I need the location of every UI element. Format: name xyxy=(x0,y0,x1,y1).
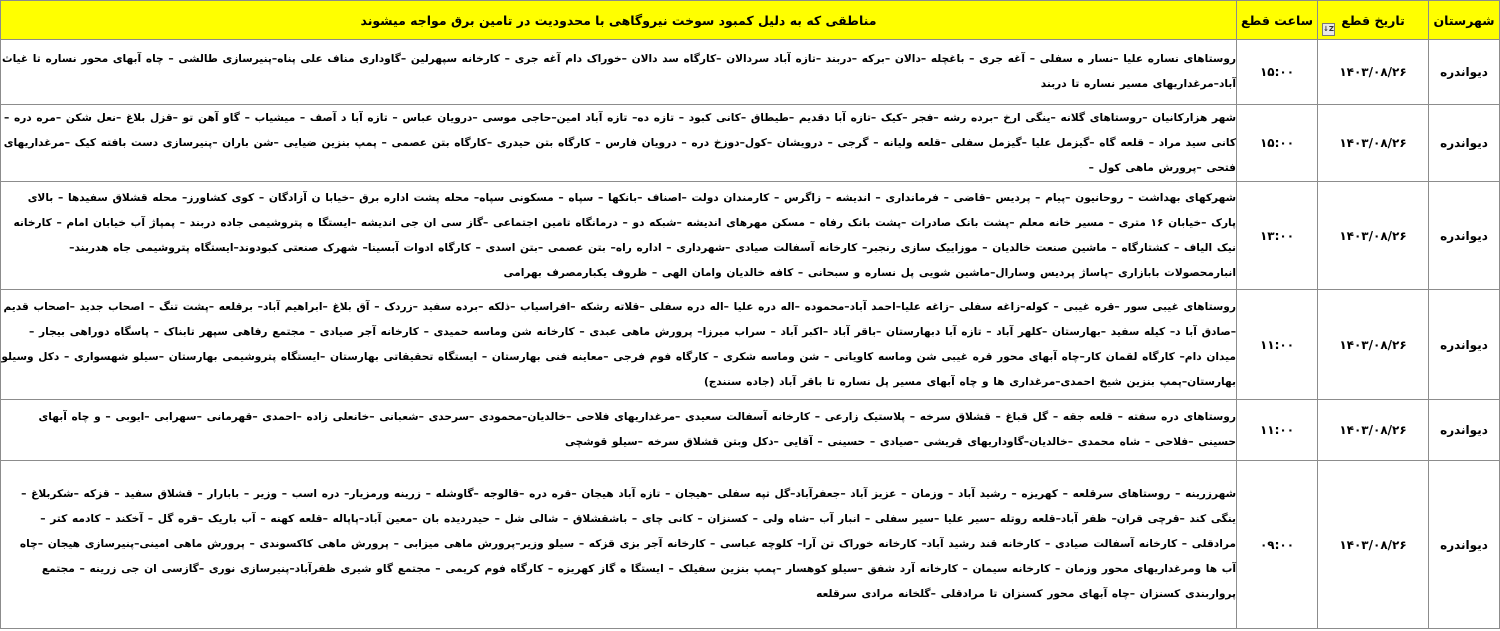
areas-text: روستاهای دره سفته – قلعه جقه – گل قباغ – قشلاق سرخه – پلاستیک زارعی – کارخانه آسفالت سعیدی –مرغداریهای فلاحی –خالدیان–محمودی –سرحدی –شعبانی –خانعلی زاده –احمدی –قهرمانی –سهرابی –ایوبی – و چاه آبهای حسینی –فلاحی – شاه محمدی –خالدیان–گاوداریهای قریشی –صیادی – حسینی – آقایی –دکل وبتن قشلاق سرخه –سیلو قوشچی xyxy=(38,411,1236,448)
areas-text: روستاهای نساره علیا –نسار ه سفلی – آغه جری – باغچله –دالان –برکه –دربند –تازه آباد سردالان –کارگاه سد دالان –خوراک دام آغه جری – کارخانه سپهرلین –گاوداری مناف علی پناه–پنیرسازی طالشی – چاه آبهای محور نساره تا غیاث آباد–مرغداریهای مسیر نساره تا دربند xyxy=(1,53,1236,90)
date-cell[interactable]: ۱۴۰۳/۰۸/۲۶ xyxy=(1318,105,1429,182)
outage-table-body xyxy=(1,1,1500,629)
header-date[interactable] xyxy=(1318,1,1429,40)
time-cell[interactable]: ۱۱:۰۰ xyxy=(1237,400,1318,461)
city-cell[interactable]: دیواندره xyxy=(1429,461,1500,629)
city-cell[interactable]: دیواندره xyxy=(1429,290,1500,400)
city-cell[interactable]: دیواندره xyxy=(1429,182,1500,290)
table-row xyxy=(1,105,1500,182)
areas-cell[interactable] xyxy=(1,182,1237,290)
time-cell[interactable]: ۱۵:۰۰ xyxy=(1237,40,1318,105)
header-time[interactable]: ساعت قطع xyxy=(1237,1,1318,40)
time-cell[interactable]: ۱۱:۰۰ xyxy=(1237,290,1318,400)
date-cell[interactable]: ۱۴۰۳/۰۸/۲۶ xyxy=(1318,461,1429,629)
sort-filter-icon[interactable]: Z↓ xyxy=(1322,23,1335,36)
areas-text: شهرزرینه – روستاهای سرقلعه – کهریزه – رشید آباد – وزمان – عزیز آباد –جعفرآباد–گل تپه سفلی –هیجان – تازه آباد هیجان –قره دره –قالوجه –گاوشله – زرینه ورمزیار– دره اسب – وزیر – بابارار – قشلاق سفید – قزکه –شکربلاغ –ینگی کند –قرچی قران– ظفر آباد–قلعه روتله –سیر علیا –سیر سفلی – انبار آب –شاه ولی – کسنزان – کانی چای – باشقشلاق – شالی شل – حیدردیده بان –معین آباد–پاپاله –قلعه کهنه – آب باریک –قره گل – آخکند – کادمه کتر – مرادقلی – کارخانه آسفالت صیادی – کارخانه قند رشید آباد– کارخانه خوراک تن آرا– کلوچه عباسی – کارخانه آجر بزی قزکه – سیلو وزیر–پرورش ماهی میزابی – پرورش ماهی کاکسوندی – پرورش ماهی امینی–پنیرسازی هیجان –چاه آب ها ومرغداریهای محور وزمان – کارخانه سیمان – کارخانه آرد شفق –سیلو کوهسار –پمپ بنزین سفیلک – ایستگا ه گاز کهریزه – کارگاه فوم کریمی – مجتمع گاو شیری ظفرآباد–پنیرسازی نوری –گازسی ان جی زرینه – مجتمع پرواربندی کسنزان –چاه آبهای محور کسنزان تا مرادقلی –گلخانه مرادی سرقلعه xyxy=(19,488,1236,600)
time-cell[interactable]: ۰۹:۰۰ xyxy=(1237,461,1318,629)
areas-text: روستاهای غیبی سور –قره غیبی – کوله–زاغه سفلی –زاغه علیا–احمد آباد–محموده –اله دره علیا –اله دره سفلی –قلاته رشکه –افراسیاب –ذلکه –برده سفید –زردک – آق بلاغ –ابراهیم آباد– برقلعه –پشت تنگ – اصحاب جدید –اصحاب قدیم –صادق آبا د– کیله سفید –بهارستان –کلهر آباد – تازه آبا دبهارستان –باقر آباد –اکبر آباد – سراب میرزا– پرورش ماهی عبدی – کارخانه شن وماسه حمیدی – کارخانه آجر صیادی – مجتمع رفاهی سپهر تابناک – پاسگاه دوراهی بیجار –میدان دام– کارگاه لقمان کار–چاه آبهای محور قره غیبی شن وماسه کاویانی – شن وماسه شکری – کارگاه فوم فرجی –معاینه فنی بهارستان – ایستگاه تحقیقاتی بهارستان –ایستگاه پتروشیمی بهارستان –سیلو شهسواری – دکل وسیلو بهارستان–پمپ بنزین شیخ احمدی–مرغداری ها و چاه آبهای مسیر پل نساره تا باقر آباد (جاده سنندج) xyxy=(1,300,1236,388)
areas-cell[interactable] xyxy=(1,400,1237,461)
areas-cell[interactable] xyxy=(1,105,1237,182)
header-areas[interactable]: مناطقی که به دلیل کمبود سوخت نیروگاهی با محدودیت در تامین برق مواجه میشوند xyxy=(1,1,1237,40)
time-cell[interactable]: ۱۵:۰۰ xyxy=(1237,105,1318,182)
city-cell[interactable]: دیواندره xyxy=(1429,40,1500,105)
table-row xyxy=(1,461,1500,629)
header-date-label: تاریخ قطع xyxy=(1341,12,1405,28)
table-row xyxy=(1,290,1500,400)
areas-text: شهر هزارکانیان –روستاهای گلانه –ینگی ارخ –برده رشه –فجر –کیک –تازه آبا دقدیم –طیطاق –کانی کبود – تازه ده– تازه آباد امین–حاجی موسی –درویان عباس – تازه آبا د آصف – میشیاب – گاو آهن تو –قزل بلاغ –نعل شکن –مره دره –کانی سید مراد – قلعه گاه –گیزمل علیا –گیزمل سفلی –قلعه ولیانه – گرجی – درویشان –کول–دوزخ دره – درویان فارس – کارگاه بتن حیدری –کارگاه بتن عصمی – پمپ بنزین ضیایی –شن باران –پنیرسازی دست بافته کیک –مرغداریهای فتحی –پرورش ماهی کول – xyxy=(3,111,1236,174)
header-row xyxy=(1,1,1500,40)
date-cell[interactable]: ۱۴۰۳/۰۸/۲۶ xyxy=(1318,400,1429,461)
time-cell[interactable]: ۱۳:۰۰ xyxy=(1237,182,1318,290)
areas-text: شهرکهای بهداشت – روحانیون –پیام – پردیس –قاضی – فرمانداری – اندیشه – زاگرس – کارمندان دولت –اصناف –بانکها – سپاه – مسکونی سپاه– محله پشت اداره برق –خیابا ن آزادگان – کوی کشاورز– محله قشلاق سفیدها – بالای پارک –خیابان ۱۶ متری – مسیر خانه معلم –پشت بانک صادرات –پشت بانک رفاه – مسکن مهرهای اندیشه –شبکه دو – درمانگاه تامین اجتماعی –گاز سی ان جی اندیشه –ایستگا ه پتروشیمی جاده دربند – پمپاژ آب خیابان امام – کارخانه نیک الیاف – کشتارگاه – ماشین صنعت خالدیان – موزاییک سازی رنجبر– کارخانه آسفالت صیادی –شهرداری – اداره راه– بتن عصمی –بتن اسدی – کارگاه ادوات آبسینا– شهرک صنعتی کبودوند–ایستگاه پتروشیمی جاه هدربند–انبارمحصولات بابازاری –پاساژ پردیس وسارال–ماشین شویی پل نساره و سبحانی – کافه خالدیان وامان الهی – ظروف یکبارمصرف بهرامی xyxy=(13,191,1236,279)
date-cell[interactable]: ۱۴۰۳/۰۸/۲۶ xyxy=(1318,290,1429,400)
table-row xyxy=(1,182,1500,290)
table-row xyxy=(1,400,1500,461)
date-cell[interactable]: ۱۴۰۳/۰۸/۲۶ xyxy=(1318,40,1429,105)
areas-cell[interactable] xyxy=(1,290,1237,400)
areas-cell[interactable] xyxy=(1,461,1237,629)
header-city[interactable]: شهرستان xyxy=(1429,1,1500,40)
date-cell[interactable]: ۱۴۰۳/۰۸/۲۶ xyxy=(1318,182,1429,290)
city-cell[interactable]: دیواندره xyxy=(1429,400,1500,461)
areas-cell[interactable] xyxy=(1,40,1237,105)
table-row xyxy=(1,40,1500,105)
city-cell[interactable]: دیواندره xyxy=(1429,105,1500,182)
